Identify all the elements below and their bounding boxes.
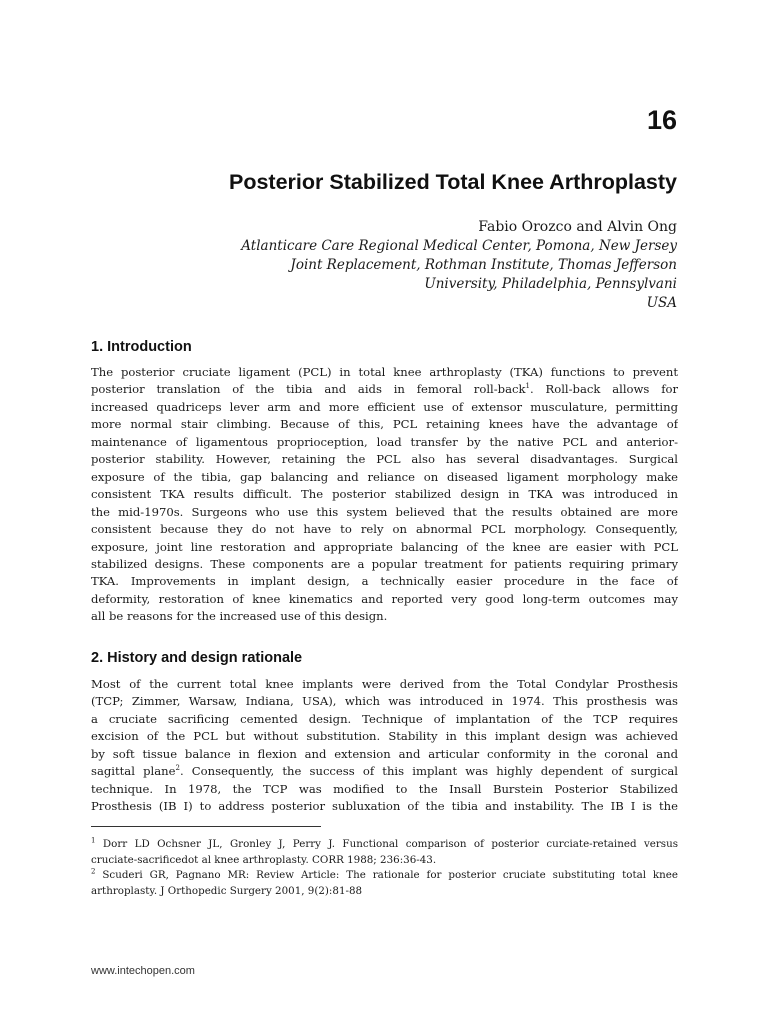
- text-line: The posterior cruciate ligament (PCL) in total knee arthroplasty (TKA) functions to prevent: [91, 365, 678, 379]
- text-line: consistent because they do not have to rely on abnormal PCL morphology. Consequently,: [91, 522, 678, 537]
- footnote-ref-1[interactable]: 1: [525, 382, 530, 391]
- text-fragment: . Consequently, the success of this implant was highly dependent of surgical: [179, 764, 678, 779]
- text-line: stabilized designs. These components are a popular treatment for patients requiring primary: [91, 556, 678, 571]
- footnote-line: [91, 837, 678, 853]
- text-line: (TCP; Zimmer, Warsaw, Indiana, USA), which was introduced in 1974. This prosthesis was: [91, 694, 678, 709]
- text-line: deformity, restoration of knee kinematics and reported very good long-term outcomes may: [91, 591, 678, 606]
- history-paragraph: [91, 676, 678, 816]
- chapter-title: Posterior Stabilized Total Knee Arthroplasty: [229, 170, 677, 194]
- affiliation-line: USA: [646, 295, 677, 311]
- text-fragment: posterior translation of the tibia and aids in femoral roll-back: [91, 382, 526, 397]
- footnote-marker: 2: [91, 868, 96, 876]
- footnote-divider: [91, 826, 321, 827]
- chapter-number: 16: [646, 105, 677, 135]
- footnote-line: arthroplasty. J Orthopedic Surgery 2001, 9(2):81-88: [91, 884, 363, 897]
- introduction-paragraph: [91, 364, 678, 626]
- text-line: Prosthesis (IB I) to address posterior subluxation of the tibia and instability. The IB I is the: [91, 799, 678, 814]
- text-line: Most of the current total knee implants were derived from the Total Condylar Prosthesis: [91, 677, 678, 691]
- text-fragment: Scuderi GR, Pagnano MR: Review Article: The rationale for posterior cruciate substituting total knee: [95, 869, 678, 881]
- footnote-line: cruciate-sacrificedot al knee arthroplasty. CORR 1988; 236:36-43.: [91, 853, 437, 866]
- text-fragment: Dorr LD Ochsner JL, Gronley J, Perry J. Functional comparison of posterior curciate-retained versus: [95, 838, 678, 850]
- footnote-line: [91, 868, 678, 884]
- affiliation-line: Atlanticare Care Regional Medical Center, Pomona, New Jersey: [241, 238, 677, 254]
- text-line: a cruciate sacrificing cemented design. Technique of implantation of the TCP requires: [91, 711, 678, 726]
- text-line: excision of the PCL but without substitution. Stability in this implant design was achieved: [91, 729, 678, 744]
- text-line: exposure of the tibia, gap balancing and reliance on diseased ligament morphology make: [91, 469, 678, 484]
- text-line: [91, 763, 678, 780]
- footnotes: [91, 837, 678, 899]
- affiliation-line: University, Philadelphia, Pennsylvani: [424, 276, 677, 292]
- affiliation-line: Joint Replacement, Rothman Institute, Thomas Jefferson: [290, 257, 677, 273]
- text-line: exposure, joint line restoration and appropriate balancing of the knee are easier with PCL: [91, 539, 678, 554]
- footer-url-link[interactable]: www.intechopen.com: [91, 965, 195, 977]
- footnote-ref-2[interactable]: 2: [175, 764, 180, 773]
- text-line: increased quadriceps lever arm and more efficient use of extensor musculature, permitting: [91, 399, 678, 414]
- author-block: [241, 218, 677, 313]
- text-line: consistent TKA results difficult. The posterior stabilized design in TKA was introduced in: [91, 487, 678, 502]
- text-fragment: sagittal plane: [91, 764, 176, 779]
- text-line: the mid-1970s. Surgeons who use this system believed that the results obtained are more: [91, 504, 678, 519]
- text-line: maintenance of ligamentous proprioception, load transfer by the native PCL and anterior-: [91, 434, 678, 449]
- text-line: [91, 381, 678, 398]
- footnote-marker: 1: [91, 837, 96, 845]
- text-line: all be reasons for the increased use of this design.: [91, 609, 388, 624]
- text-line: posterior stability. However, retaining the PCL also has several disadvantages. Surgical: [91, 452, 678, 467]
- section-heading-introduction: 1. Introduction: [91, 339, 192, 355]
- section-heading-history: 2. History and design rationale: [91, 650, 303, 666]
- text-line: technique. In 1978, the TCP was modified to the Insall Burstein Posterior Stabilized: [91, 781, 678, 796]
- author-names: Fabio Orozco and Alvin Ong: [478, 219, 677, 235]
- text-line: more normal stair climbing. Because of this, PCL retaining knees have the advantage of: [91, 417, 678, 432]
- text-line: by soft tissue balance in flexion and extension and articular conformity in the coronal and: [91, 746, 678, 761]
- text-line: TKA. Improvements in implant design, a technically easier procedure in the face of: [91, 574, 678, 589]
- text-fragment: . Roll-back allows for: [530, 382, 678, 397]
